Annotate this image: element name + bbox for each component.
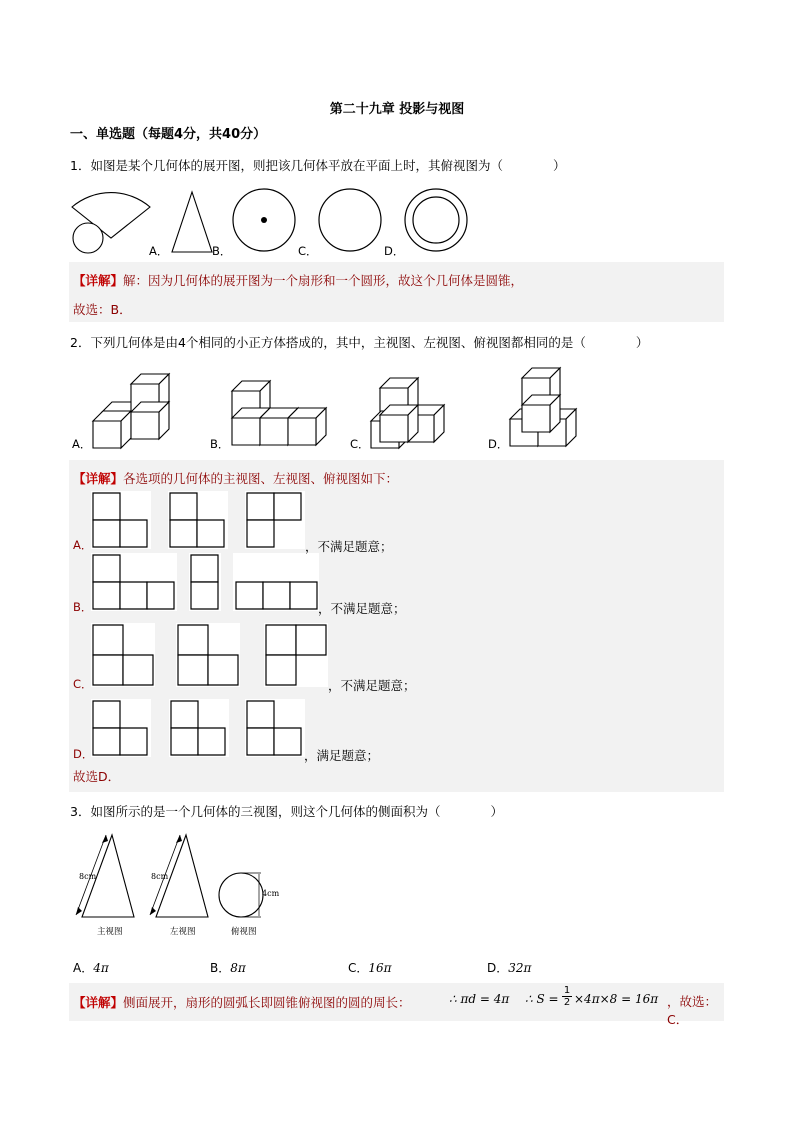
q3-fraction-numerator: 1: [563, 985, 571, 996]
q2-option-c-label: C．: [350, 437, 370, 451]
q2-row-b-text: ，不满足题意；: [318, 601, 406, 616]
q3-stem: 3．如图所示的是一个几何体的三视图，则这个几何体的侧面积为（ ）: [70, 804, 503, 819]
q3-option-d: D．32π: [487, 961, 532, 975]
q3-answer-box: [69, 983, 724, 1027]
q2-detail-tag: 【详解】: [73, 471, 124, 486]
q2-row-a-label: A．: [73, 538, 93, 552]
q3-fraction-denominator: 2: [563, 997, 571, 1008]
q3-height-label-left: 8cm: [151, 872, 169, 881]
q3-left-view-caption: 左视图: [170, 927, 196, 937]
q3-option-a: A．4π: [73, 961, 109, 975]
q1-conclusion: 故选：B．: [73, 302, 132, 317]
q2-row-d-text: ，满足题意；: [304, 748, 380, 763]
q2-detail-text: 各选项的几何体的主视图、左视图、俯视图如下：: [123, 471, 399, 486]
q3-detail-text: 侧面展开，扇形的圆弧长即圆锥俯视图的圆的周长：: [123, 995, 411, 1010]
q3-conclusion: ，故选：C．: [667, 994, 718, 1027]
q3-detail-line: [73, 993, 411, 1011]
q2-row-a-text: ，不满足题意；: [305, 539, 393, 554]
q2-conclusion: 故选D．: [73, 769, 121, 784]
q3-option-b: B．8π: [210, 961, 246, 975]
q3-fraction: [562, 985, 572, 1008]
q3-top-view-caption: 俯视图: [231, 927, 257, 937]
q3-detail-tag: 【详解】: [73, 995, 124, 1010]
q2-option-d-label: D．: [488, 437, 509, 451]
q3-option-c: C．16π: [348, 961, 392, 975]
section-heading: 一、单选题（每题4分，共40分）: [70, 127, 267, 142]
q1-option-b-label: B．: [212, 244, 232, 258]
q3-formula-2-suffix: ×4π×8 = 16π: [574, 992, 659, 1006]
q1-stem: 1．如图是某个几何体的展开图，则把该几何体平放在平面上时，其俯视图为（ ）: [70, 158, 566, 173]
q1-option-c-label: C．: [298, 244, 318, 258]
q3-front-view-caption: 主视图: [97, 927, 123, 937]
q3-formula-2-prefix: ∴ S =: [525, 992, 559, 1006]
q3-height-label-front: 8cm: [79, 872, 97, 881]
q1-option-a-label: A．: [149, 244, 169, 258]
q2-row-b-label: B．: [73, 600, 93, 614]
q1-detail-tag: 【详解】: [73, 273, 124, 288]
q3-formula-1: ∴ πd = 4π: [449, 992, 510, 1006]
q3-diameter-label: 4cm: [262, 889, 280, 898]
q1-detail-text: 解：因为几何体的展开图为一个扇形和一个圆形，故这个几何体是圆锥，: [123, 273, 524, 288]
q2-option-a-label: A．: [72, 437, 92, 451]
q2-row-c-text: ，不满足题意；: [328, 678, 416, 693]
q3-three-views-figure: [70, 830, 300, 940]
q2-stem: 2．下列几何体是由4个相同的小正方体搭成的，其中，主视图、左视图、俯视图都相同的是（ ）: [70, 335, 649, 350]
q2-option-b-label: B．: [210, 437, 230, 451]
page-title: 第二十九章 投影与视图: [329, 102, 465, 117]
q1-option-d-label: D．: [384, 244, 405, 258]
q2-row-d-label: D．: [73, 747, 94, 761]
q2-row-c-label: C．: [73, 677, 93, 691]
